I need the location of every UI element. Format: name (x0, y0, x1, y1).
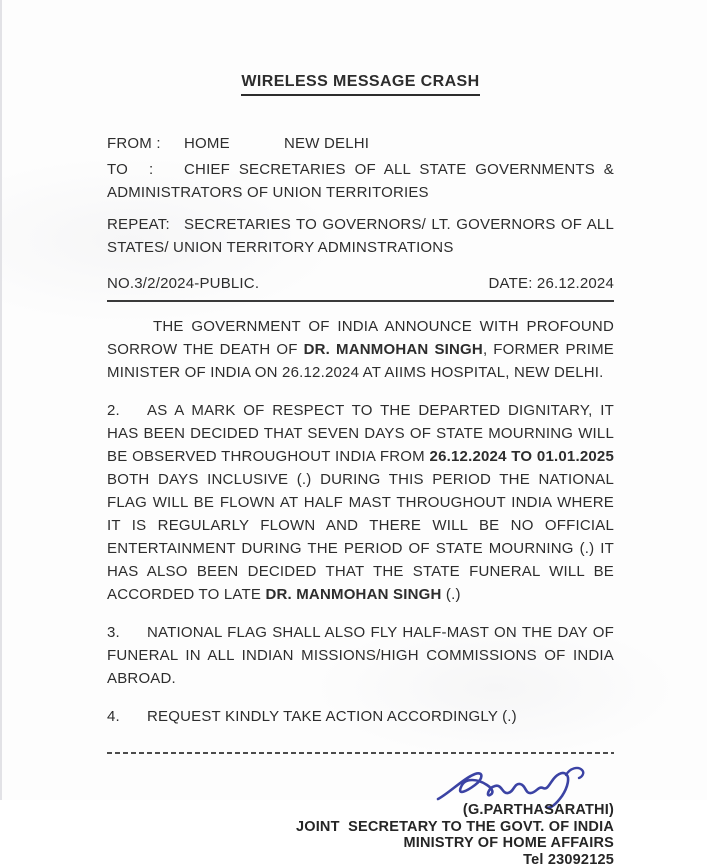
repeat-text: SECRETARIES TO GOVERNORS/ LT. GOVERNORS OF ALL STATES/ UNION TERRITORY ADMINSTRATIONS (107, 216, 614, 256)
paragraph-3-text: NATIONAL FLAG SHALL ALSO FLY HALF-MAST ON THE DAY OF FUNERAL IN ALL INDIAN MISSIONS/HIGH COMMISSIONS OF INDIA ABROAD. (107, 624, 614, 687)
paragraph-1 (107, 315, 614, 384)
repeat-line (107, 213, 614, 259)
paragraph-2-text: AS A MARK OF RESPECT TO THE DEPARTED DIGNITARY, IT HAS BEEN DECIDED THAT SEVEN DAYS OF STATE MOURNING WILL BE OBSERVED THROUGHOUT INDIA FROM 26.12.2024 TO 01.01.2025 BOTH DAYS INCLUSIVE (.) DURING THIS PERIOD THE NATIONAL FLAG WILL BE FLOWN AT HALF MAST THROUGHOUT INDIA WHERE IT IS REGULARLY FLOWN AND THERE WILL BE NO OFFICIAL ENTERTAINMENT DURING THE PERIOD OF STATE MOURNING (.) IT HAS ALSO BEEN DECIDED THAT THE STATE FUNERAL WILL BE ACCORDED TO LATE DR. MANMOHAN SINGH (.) (107, 402, 614, 603)
document-title-text: WIRELESS MESSAGE CRASH (241, 70, 479, 96)
to-text: CHIEF SECRETARIES OF ALL STATE GOVERNMENTS & ADMINISTRATORS OF UNION TERRITORIES (107, 161, 614, 201)
paragraph-2-number: 2. (107, 399, 147, 422)
signatory-tel: Tel 23092125 (107, 852, 614, 868)
paragraph-3 (107, 621, 614, 690)
from-station: NEW DELHI (284, 135, 369, 152)
dashed-divider (107, 752, 614, 754)
paragraph-3-number: 3. (107, 621, 147, 644)
to-colon: : (149, 158, 184, 181)
to-label: TO (107, 158, 149, 181)
signatory-department: MINISTRY OF HOME AFFAIRS (107, 835, 614, 852)
paragraph-4 (107, 705, 614, 728)
reference-row (107, 272, 614, 302)
paragraph-4-text: REQUEST KINDLY TAKE ACTION ACCORDINGLY (.) (147, 708, 517, 725)
signatory-name: (G.PARTHASARATHI) (107, 802, 614, 819)
paragraph-1-text: THE GOVERNMENT OF INDIA ANNOUNCE WITH PROFOUND SORROW THE DEATH OF DR. MANMOHAN SINGH, FORMER PRIME MINISTER OF INDIA ON 26.12.2024 AT AIIMS HOSPITAL, NEW DELHI. (107, 318, 614, 381)
signatory-designation: JOINT SECRETARY TO THE GOVT. OF INDIA (107, 819, 614, 836)
document-content (107, 64, 614, 868)
from-line (107, 132, 614, 155)
repeat-label: REPEAT: (107, 213, 184, 236)
from-origin: HOME (184, 132, 284, 155)
paragraph-4-number: 4. (107, 705, 147, 728)
from-label: FROM : (107, 132, 184, 155)
signature-block (107, 766, 614, 868)
reference-number: NO.3/2/2024-PUBLIC. (107, 272, 259, 295)
reference-date: DATE: 26.12.2024 (489, 272, 615, 295)
paragraph-2 (107, 399, 614, 606)
to-line (107, 158, 614, 204)
document-title (107, 70, 614, 96)
